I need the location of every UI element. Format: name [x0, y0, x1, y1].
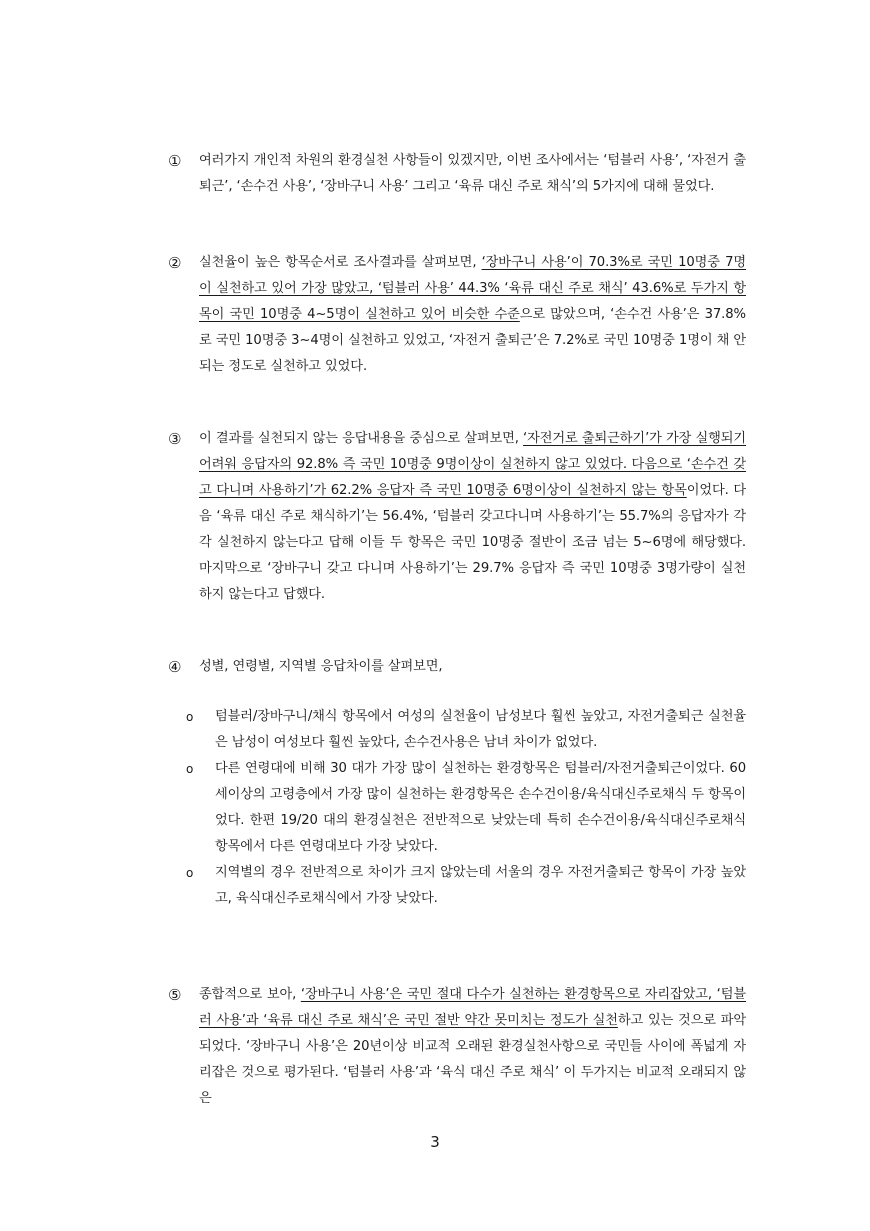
underlined-text: ‘장바구니 사용’이 70.3%로 국민 10명중 7명이 실천하고 있어 가장 많았고, ‘텀블러 사용’ 44.3% ‘육류 대신 주로 채식’ 43.6%로 두가지 항목이 국민 10명중 4~5명이 실천하고 있어 비슷한 수준: [199, 255, 746, 322]
paragraph-2: [168, 250, 746, 380]
list-item: [186, 860, 746, 912]
text-segment: 종합적으로 보아,: [199, 987, 301, 1002]
list-item-text: 지역별의 경우 전반적으로 차이가 크지 않았는데 서울의 경우 자전거출퇴근 항목이 가장 높았고, 육식대신주로채식에서 가장 낮았다.: [215, 865, 746, 906]
text-segment: 성별, 연령별, 지역별 응답차이를 살펴보면,: [199, 659, 443, 674]
text-segment: 이 결과를 실천되지 않는 응답내용을 중심으로 살펴보면,: [199, 431, 524, 446]
bullet-icon: o: [186, 762, 194, 776]
list-item: [186, 756, 746, 860]
sub-list: [186, 704, 746, 912]
text-segment: 이었다. 다음 ‘육류 대신 주로 채식하기’는 56.4%, ‘텀블러 갖고다니며 사용하기’는 55.7%의 응답자가 각각 실천하지 않는다고 답해 이들 두 항목은 국민 10명중 절반이 조금 넘는 5~6명에 해당했다. 마지막으로 ‘장바구니 갖고 다니며 사용하기’는 29.7% 응답자 즉 국민 10명중 3명가량이 실천하지 않는다고 답했다.: [199, 483, 746, 602]
underlined-text: ‘자전거로 출퇴근하기’가 가장 실행되기 어려워 응답자의 92.8% 즉 국민 10명중 9명이상이 실천하지 않고 있었다. 다음으로 ‘손수건 갖고 다니며 사용하기’가 62.2% 응답자 즉 국민 10명중 6명이상이 실천하지 않는 항목: [199, 431, 746, 498]
paragraph-number: ⑤: [168, 986, 182, 1004]
text-segment: 실천율이 높은 항목순서로 조사결과를 살펴보면,: [199, 255, 482, 270]
paragraph-text: [199, 426, 746, 608]
list-item-text: 텀블러/장바구니/채식 항목에서 여성의 실천율이 남성보다 훨씬 높았고, 자전거출퇴근 실천율은 남성이 여성보다 훨씬 높았다, 손수건사용은 남녀 차이가 없었다.: [215, 709, 746, 750]
paragraph-3: [168, 426, 746, 608]
paragraph-1: [168, 148, 746, 200]
list-item: [186, 704, 746, 756]
paragraph-text: [199, 654, 746, 680]
bullet-icon: o: [186, 866, 194, 880]
bullet-icon: o: [186, 710, 194, 724]
paragraph-number: ②: [168, 254, 182, 272]
paragraph-number: ④: [168, 658, 182, 676]
paragraph-text: [199, 250, 746, 380]
list-item-text: 다른 연령대에 비해 30 대가 가장 많이 실천하는 환경항목은 텀블러/자전거출퇴근이었다. 60 세이상의 고령층에서 가장 많이 실천하는 환경항목은 손수건이용/육식대신주로채식 두 항목이었다. 한편 19/20 대의 환경실천은 전반적으로 낮았는데 특히 손수건이용/육식대신주로채식 항목에서 다른 연령대보다 가장 낮았다.: [215, 761, 746, 854]
paragraph-number: ①: [168, 152, 182, 170]
page-number: 3: [430, 1133, 440, 1151]
paragraph-text: [199, 982, 746, 1112]
paragraph-text: [199, 148, 746, 200]
paragraph-number: ③: [168, 430, 182, 448]
text-segment: 으로 많았으며, ‘손수건 사용’은 37.8%로 국민 10명중 3~4명이 실천하고 있었고, ‘자전거 출퇴근’은 7.2%로 국민 10명중 1명이 채 안되는 정도로 실천하고 있었다.: [199, 307, 746, 374]
text-segment: 하고 있는 것으로 파악되었다. ‘장바구니 사용’은 20년이상 비교적 오래된 환경실천사항으로 국민들 사이에 폭넓게 자리잡은 것으로 평가된다. ‘텀블러 사용’과 ‘육식 대신 주로 채식’ 이 두가지는 비교적 오래되지 않은: [199, 1013, 746, 1106]
paragraph-4: [168, 654, 746, 680]
text-segment: 여러가지 개인적 차원의 환경실천 사항들이 있겠지만, 이번 조사에서는 ‘텀블러 사용’, ‘자전거 출퇴근’, ‘손수건 사용’, ‘장바구니 사용’ 그리고 ‘육류 대신 주로 채식’의 5가지에 대해 물었다.: [199, 153, 746, 194]
paragraph-5: [168, 982, 746, 1112]
underlined-text: ‘장바구니 사용’은 국민 절대 다수가 실천하는 환경항목으로 자리잡았고, ‘텀블러 사용’과 ‘육류 대신 주로 채식’은 국민 절반 약간 못미치는 정도가 실천: [199, 987, 747, 1028]
